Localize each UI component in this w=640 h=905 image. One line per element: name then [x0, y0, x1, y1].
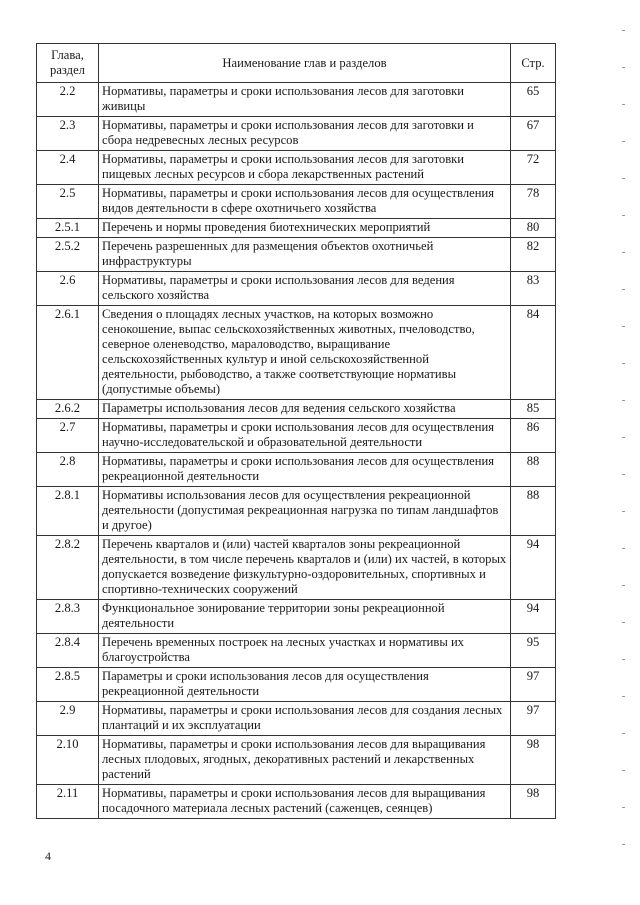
table-row	[37, 487, 556, 536]
section-title: Нормативы, параметры и сроки использования лесов для заготовки и сбора недревесных лесных ресурсов	[99, 117, 511, 151]
table-body	[37, 83, 556, 819]
section-title: Нормативы, параметры и сроки использования лесов для осуществления видов деятельности в сфере охотничьего хозяйства	[99, 185, 511, 219]
section-title: Перечень кварталов и (или) частей кварталов зоны рекреационной деятельности, в том числе перечень кварталов и (или) их частей, в которых допускается возведение физкультурно-оздоровительных, спортивных и спортивно-технических сооружений	[99, 536, 511, 600]
edge-tick	[622, 437, 625, 438]
header-title: Наименование глав и разделов	[99, 44, 511, 83]
page-ref: 85	[511, 400, 556, 419]
page-ref: 88	[511, 453, 556, 487]
table-row	[37, 238, 556, 272]
section-title: Нормативы, параметры и сроки использования лесов для заготовки пищевых лесных ресурсов и сбора лекарственных растений	[99, 151, 511, 185]
scan-edge-marks	[622, 0, 634, 905]
page-number: 4	[45, 849, 51, 863]
section-title: Перечень временных построек на лесных участках и нормативы их благоустройства	[99, 634, 511, 668]
section-title: Нормативы использования лесов для осуществления рекреационной деятельности (допустимая рекреационная нагрузка по типам ландшафтов и другое)	[99, 487, 511, 536]
edge-tick	[622, 733, 625, 734]
page-ref: 97	[511, 702, 556, 736]
table-row	[37, 272, 556, 306]
table-row	[37, 151, 556, 185]
edge-tick	[622, 622, 625, 623]
section-title: Параметры и сроки использования лесов для осуществления рекреационной деятельности	[99, 668, 511, 702]
table-row	[37, 785, 556, 819]
page-ref: 98	[511, 736, 556, 785]
section-title: Нормативы, параметры и сроки использования лесов для заготовки живицы	[99, 83, 511, 117]
section-number: 2.5.2	[37, 238, 99, 272]
section-title: Нормативы, параметры и сроки использования лесов для осуществления научно-исследовательской и образовательной деятельности	[99, 419, 511, 453]
section-number: 2.8.3	[37, 600, 99, 634]
section-title: Нормативы, параметры и сроки использования лесов для осуществления рекреационной деятельности	[99, 453, 511, 487]
edge-tick	[622, 696, 625, 697]
section-title: Функциональное зонирование территории зоны рекреационной деятельности	[99, 600, 511, 634]
table-row	[37, 600, 556, 634]
edge-tick	[622, 30, 625, 31]
section-title: Перечень и нормы проведения биотехнических мероприятий	[99, 219, 511, 238]
table-row	[37, 185, 556, 219]
page-ref: 86	[511, 419, 556, 453]
page-ref: 98	[511, 785, 556, 819]
edge-tick	[622, 289, 625, 290]
edge-tick	[622, 585, 625, 586]
section-number: 2.6.2	[37, 400, 99, 419]
table-row	[37, 702, 556, 736]
section-number: 2.5	[37, 185, 99, 219]
edge-tick	[622, 363, 625, 364]
edge-tick	[622, 511, 625, 512]
edge-tick	[622, 659, 625, 660]
page-ref: 94	[511, 600, 556, 634]
page-ref: 80	[511, 219, 556, 238]
page-ref: 95	[511, 634, 556, 668]
edge-tick	[622, 548, 625, 549]
section-number: 2.8.5	[37, 668, 99, 702]
page-ref: 82	[511, 238, 556, 272]
table-row	[37, 453, 556, 487]
edge-tick	[622, 215, 625, 216]
page-ref: 67	[511, 117, 556, 151]
section-number: 2.8	[37, 453, 99, 487]
section-number: 2.7	[37, 419, 99, 453]
table-row	[37, 536, 556, 600]
table-row	[37, 117, 556, 151]
section-title: Нормативы, параметры и сроки использования лесов для ведения сельского хозяйства	[99, 272, 511, 306]
section-title: Нормативы, параметры и сроки использования лесов для создания лесных плантаций и их эксплуатации	[99, 702, 511, 736]
header-section: Глава, раздел	[37, 44, 99, 83]
table-header-row	[37, 44, 556, 83]
table-row	[37, 736, 556, 785]
section-title: Параметры использования лесов для ведения сельского хозяйства	[99, 400, 511, 419]
table-row	[37, 306, 556, 400]
section-title: Нормативы, параметры и сроки использования лесов для выращивания лесных плодовых, ягодных, декоративных растений и лекарственных растений	[99, 736, 511, 785]
table-row	[37, 83, 556, 117]
page-ref: 78	[511, 185, 556, 219]
table-row	[37, 668, 556, 702]
table-row	[37, 634, 556, 668]
header-page: Стр.	[511, 44, 556, 83]
section-number: 2.10	[37, 736, 99, 785]
section-number: 2.8.2	[37, 536, 99, 600]
section-number: 2.6.1	[37, 306, 99, 400]
table-row	[37, 419, 556, 453]
edge-tick	[622, 67, 625, 68]
edge-tick	[622, 141, 625, 142]
edge-tick	[622, 474, 625, 475]
edge-tick	[622, 770, 625, 771]
section-number: 2.6	[37, 272, 99, 306]
page-ref: 84	[511, 306, 556, 400]
table-row	[37, 400, 556, 419]
page-ref: 83	[511, 272, 556, 306]
edge-tick	[622, 252, 625, 253]
page-ref: 94	[511, 536, 556, 600]
section-title: Перечень разрешенных для размещения объектов охотничьей инфраструктуры	[99, 238, 511, 272]
section-number: 2.8.1	[37, 487, 99, 536]
section-number: 2.9	[37, 702, 99, 736]
edge-tick	[622, 326, 625, 327]
section-number: 2.3	[37, 117, 99, 151]
table-row	[37, 219, 556, 238]
contents-table	[36, 43, 556, 819]
page-ref: 88	[511, 487, 556, 536]
section-title: Нормативы, параметры и сроки использования лесов для выращивания посадочного материала лесных растений (саженцев, сеянцев)	[99, 785, 511, 819]
section-number: 2.5.1	[37, 219, 99, 238]
section-number: 2.4	[37, 151, 99, 185]
page-ref: 65	[511, 83, 556, 117]
edge-tick	[622, 178, 625, 179]
section-number: 2.8.4	[37, 634, 99, 668]
edge-tick	[622, 844, 625, 845]
section-number: 2.2	[37, 83, 99, 117]
edge-tick	[622, 807, 625, 808]
section-title: Сведения о площадях лесных участков, на которых возможно сенокошение, выпас сельскохозяйственных животных, пчеловодство, северное оленеводство, мараловодство, выращивание сельскохозяйственных культур и иной сельскохозяйственной деятельности, рыбоводство, а также соответствующие нормативы (допустимые объемы)	[99, 306, 511, 400]
page-ref: 72	[511, 151, 556, 185]
section-number: 2.11	[37, 785, 99, 819]
page-ref: 97	[511, 668, 556, 702]
edge-tick	[622, 104, 625, 105]
edge-tick	[622, 400, 625, 401]
